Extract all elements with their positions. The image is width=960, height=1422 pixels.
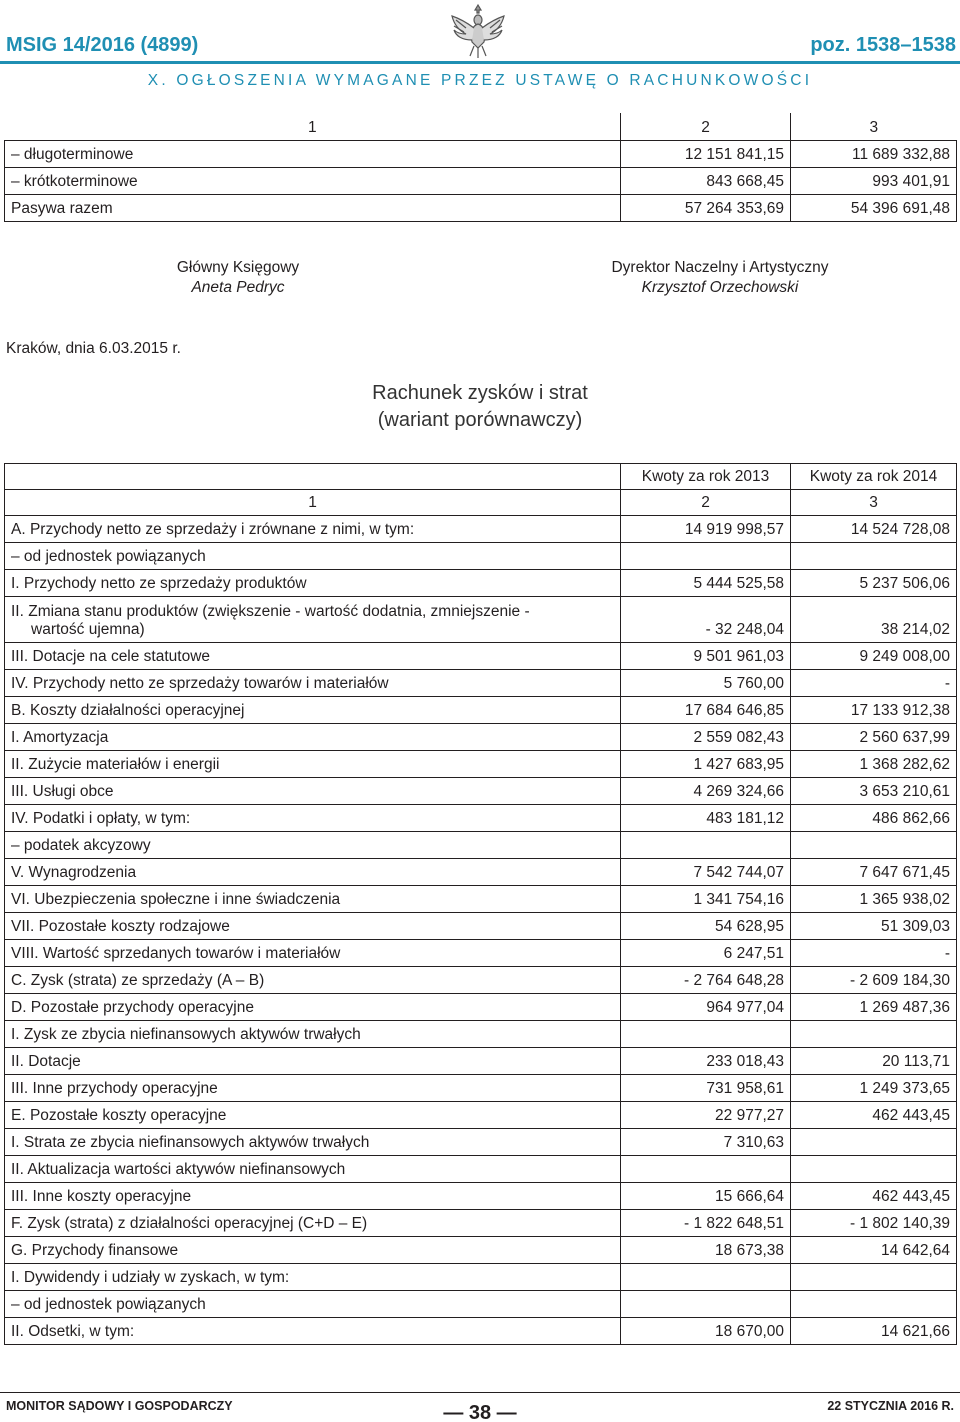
row-label (5, 805, 621, 832)
value-cell (791, 1021, 957, 1048)
table-row (5, 1318, 957, 1345)
column-number: 1 (5, 490, 621, 516)
value-cell: 1 368 282,62 (791, 751, 957, 778)
section-title: X. OGŁOSZENIA WYMAGANE PRZEZ USTAWĘ O RACHUNKOWOŚCI (147, 72, 813, 89)
table-row (5, 913, 957, 940)
table-header-row (5, 113, 957, 140)
table-row (5, 967, 957, 994)
row-label-text: I. Zysk ze zbycia niefinansowych aktywów trwałych (11, 1026, 361, 1043)
row-label-text: I. Amortyzacja (11, 729, 109, 746)
value-cell (621, 1291, 791, 1318)
value-cell: 731 958,61 (621, 1075, 791, 1102)
row-label (5, 516, 621, 543)
page-header (0, 0, 960, 100)
statement-subtitle-line: (wariant porównawczy) (377, 409, 583, 431)
row-label-text: – podatek akcyzowy (11, 837, 151, 854)
year-header: Kwoty za rok 2013 (621, 464, 791, 490)
statement-title (0, 380, 960, 434)
signature-name: Krzysztof Orzechowski (641, 279, 799, 296)
row-label (5, 643, 621, 670)
value-cell: 38 214,02 (791, 597, 957, 643)
table-row (5, 1129, 957, 1156)
value-cell (791, 832, 957, 859)
row-label (5, 1318, 621, 1345)
polish-eagle-icon (448, 2, 508, 62)
row-label (5, 778, 621, 805)
row-label: – długoterminowe (5, 140, 621, 167)
value-cell: 3 653 210,61 (791, 778, 957, 805)
income-statement-body (5, 464, 957, 1345)
row-label (5, 832, 621, 859)
value-cell: 9 249 008,00 (791, 643, 957, 670)
year-header: Kwoty za rok 2014 (791, 464, 957, 490)
table-row (5, 1048, 957, 1075)
value-cell: 7 542 744,07 (621, 859, 791, 886)
value-cell: 14 642,64 (791, 1237, 957, 1264)
row-label-text: III. Inne koszty operacyjne (11, 1188, 192, 1205)
row-label-text: E. Pozostałe koszty operacyjne (11, 1107, 227, 1124)
year-header-row (5, 464, 957, 490)
value-cell: 462 443,45 (791, 1183, 957, 1210)
column-number: 2 (621, 113, 791, 140)
row-label (5, 1102, 621, 1129)
row-label: Pasywa razem (5, 194, 621, 221)
value-cell: - (791, 940, 957, 967)
value-cell: 18 670,00 (621, 1318, 791, 1345)
value-cell: - 1 802 140,39 (791, 1210, 957, 1237)
row-label (5, 1156, 621, 1183)
balance-sheet-table (4, 113, 957, 222)
table-row (5, 1210, 957, 1237)
table-row (5, 859, 957, 886)
row-label-text: II. Dotacje (11, 1053, 81, 1070)
row-label-text: C. Zysk (strata) ze sprzedaży (A – B) (11, 972, 265, 989)
row-label (5, 597, 621, 643)
row-label (5, 1048, 621, 1075)
value-cell: 20 113,71 (791, 1048, 957, 1075)
row-label-text: I. Strata ze zbycia niefinansowych aktywów trwałych (11, 1134, 370, 1151)
table-row (5, 1264, 957, 1291)
table-row (5, 1237, 957, 1264)
value-cell: 7 647 671,45 (791, 859, 957, 886)
table-row (5, 1291, 957, 1318)
row-label-text: F. Zysk (strata) z działalności operacyjnej (C+D – E) (11, 1215, 368, 1232)
row-label (5, 543, 621, 570)
publication-name: MONITOR SĄDOWY I GOSPODARCZY (6, 1399, 233, 1413)
value-cell: 11 689 332,88 (791, 140, 957, 167)
place-date: Kraków, dnia 6.03.2015 r. (6, 340, 181, 357)
table-row (5, 1183, 957, 1210)
row-label (5, 1264, 621, 1291)
row-label (5, 570, 621, 597)
value-cell (621, 1156, 791, 1183)
row-label-text: III. Usługi obce (11, 783, 114, 800)
row-label-continuation: wartość ujemna) (31, 621, 145, 638)
page-number: — 38 — (443, 1402, 517, 1422)
signature-director (560, 258, 880, 298)
value-cell: 14 919 998,57 (621, 516, 791, 543)
row-label (5, 1021, 621, 1048)
value-cell: 7 310,63 (621, 1129, 791, 1156)
footer-rule (0, 1392, 960, 1393)
value-cell: 4 269 324,66 (621, 778, 791, 805)
value-cell: 57 264 353,69 (621, 194, 791, 221)
row-label (5, 1210, 621, 1237)
row-label (5, 697, 621, 724)
value-cell (791, 1156, 957, 1183)
column-number: 2 (621, 490, 791, 516)
value-cell (621, 1264, 791, 1291)
table-row (5, 940, 957, 967)
value-cell (621, 543, 791, 570)
column-number: 1 (5, 113, 621, 140)
empty-header-cell (5, 464, 621, 490)
table-row (5, 1102, 957, 1129)
row-label (5, 994, 621, 1021)
row-label (5, 913, 621, 940)
value-cell: 9 501 961,03 (621, 643, 791, 670)
table-row (5, 994, 957, 1021)
row-label-text: I. Przychody netto ze sprzedaży produktów (11, 575, 307, 592)
value-cell: 964 977,04 (621, 994, 791, 1021)
row-label-text: D. Pozostałe przychody operacyjne (11, 999, 254, 1016)
row-label (5, 724, 621, 751)
row-label (5, 1183, 621, 1210)
table-row (5, 832, 957, 859)
publication-date: 22 STYCZNIA 2016 R. (827, 1399, 954, 1413)
value-cell: 2 560 637,99 (791, 724, 957, 751)
value-cell (621, 832, 791, 859)
table-row (5, 805, 957, 832)
table-row (5, 140, 957, 167)
value-cell: 15 666,64 (621, 1183, 791, 1210)
row-label-text: II. Odsetki, w tym: (11, 1323, 135, 1340)
issue-number: MSIG 14/2016 (4899) (6, 34, 199, 56)
value-cell: - 1 822 648,51 (621, 1210, 791, 1237)
signature-name: Aneta Pedryc (191, 279, 285, 296)
table-row (5, 886, 957, 913)
table-row (5, 597, 957, 643)
row-label-text: – od jednostek powiązanych (11, 548, 206, 565)
row-label-text: VII. Pozostałe koszty rodzajowe (11, 918, 230, 935)
value-cell: 5 237 506,06 (791, 570, 957, 597)
value-cell: 54 396 691,48 (791, 194, 957, 221)
column-number: 3 (791, 113, 957, 140)
value-cell: - 2 764 648,28 (621, 967, 791, 994)
table-row (5, 670, 957, 697)
table-row (5, 1075, 957, 1102)
value-cell: 843 668,45 (621, 167, 791, 194)
row-label (5, 1237, 621, 1264)
income-statement-table (4, 463, 957, 1345)
table-row (5, 1156, 957, 1183)
value-cell: 12 151 841,15 (621, 140, 791, 167)
value-cell: 6 247,51 (621, 940, 791, 967)
row-label-text: VIII. Wartość sprzedanych towarów i materiałów (11, 945, 341, 962)
table-row (5, 1021, 957, 1048)
row-label (5, 1075, 621, 1102)
row-label (5, 1129, 621, 1156)
value-cell: 993 401,91 (791, 167, 957, 194)
table-row (5, 724, 957, 751)
row-label-text: – od jednostek powiązanych (11, 1296, 206, 1313)
value-cell: 1 427 683,95 (621, 751, 791, 778)
table-row (5, 570, 957, 597)
value-cell: 1 365 938,02 (791, 886, 957, 913)
row-label (5, 967, 621, 994)
value-cell (791, 1129, 957, 1156)
row-label-text: IV. Przychody netto ze sprzedaży towarów i materiałów (11, 675, 389, 692)
row-label-text: A. Przychody netto ze sprzedaży i zrównane z nimi, w tym: (11, 521, 415, 538)
value-cell (621, 1021, 791, 1048)
row-label (5, 751, 621, 778)
value-cell: 17 133 912,38 (791, 697, 957, 724)
value-cell: - 2 609 184,30 (791, 967, 957, 994)
value-cell (791, 543, 957, 570)
value-cell: 22 977,27 (621, 1102, 791, 1129)
value-cell: 1 341 754,16 (621, 886, 791, 913)
table-row (5, 778, 957, 805)
row-label-text: III. Dotacje na cele statutowe (11, 648, 211, 665)
value-cell: 233 018,43 (621, 1048, 791, 1075)
value-cell: 5 444 525,58 (621, 570, 791, 597)
value-cell: 54 628,95 (621, 913, 791, 940)
table-row (5, 543, 957, 570)
signature-chief-accountant (118, 258, 358, 298)
statement-title-line: Rachunek zysków i strat (372, 382, 588, 404)
value-cell: 1 269 487,36 (791, 994, 957, 1021)
value-cell: 14 524 728,08 (791, 516, 957, 543)
row-label-text: III. Inne przychody operacyjne (11, 1080, 218, 1097)
column-number: 3 (791, 490, 957, 516)
table-row (5, 167, 957, 194)
table-row (5, 194, 957, 221)
value-cell: 483 181,12 (621, 805, 791, 832)
row-label (5, 1291, 621, 1318)
table-row (5, 751, 957, 778)
row-label-text: V. Wynagrodzenia (11, 864, 137, 881)
row-label (5, 940, 621, 967)
value-cell: 5 760,00 (621, 670, 791, 697)
value-cell: 14 621,66 (791, 1318, 957, 1345)
table-row (5, 516, 957, 543)
row-label: – krótkoterminowe (5, 167, 621, 194)
signature-role: Dyrektor Naczelny i Artystyczny (611, 259, 829, 276)
table-row (5, 643, 957, 670)
signature-role: Główny Księgowy (176, 259, 300, 276)
position-number: poz. 1538–1538 (810, 34, 956, 56)
row-label (5, 886, 621, 913)
value-cell: 462 443,45 (791, 1102, 957, 1129)
value-cell: - 32 248,04 (621, 597, 791, 643)
value-cell: 18 673,38 (621, 1237, 791, 1264)
row-label-text: II. Zużycie materiałów i energii (11, 756, 220, 773)
row-label-text: IV. Podatki i opłaty, w tym: (11, 810, 191, 827)
row-label (5, 670, 621, 697)
value-cell: 2 559 082,43 (621, 724, 791, 751)
value-cell: - (791, 670, 957, 697)
row-label-text: B. Koszty działalności operacyjnej (11, 702, 245, 719)
value-cell: 51 309,03 (791, 913, 957, 940)
row-label-text: II. Zmiana stanu produktów (zwiększenie - wartość dodatnia, zmniejszenie - (11, 603, 530, 620)
value-cell (791, 1291, 957, 1318)
column-number-row (5, 490, 957, 516)
value-cell (791, 1264, 957, 1291)
value-cell: 17 684 646,85 (621, 697, 791, 724)
row-label-text: I. Dywidendy i udziały w zyskach, w tym: (11, 1269, 290, 1286)
row-label-text: G. Przychody finansowe (11, 1242, 179, 1259)
header-rule (0, 61, 960, 64)
row-label (5, 859, 621, 886)
value-cell: 486 862,66 (791, 805, 957, 832)
row-label-text: II. Aktualizacja wartości aktywów niefinansowych (11, 1161, 346, 1178)
table-row (5, 697, 957, 724)
row-label-text: VI. Ubezpieczenia społeczne i inne świadczenia (11, 891, 341, 908)
value-cell: 1 249 373,65 (791, 1075, 957, 1102)
